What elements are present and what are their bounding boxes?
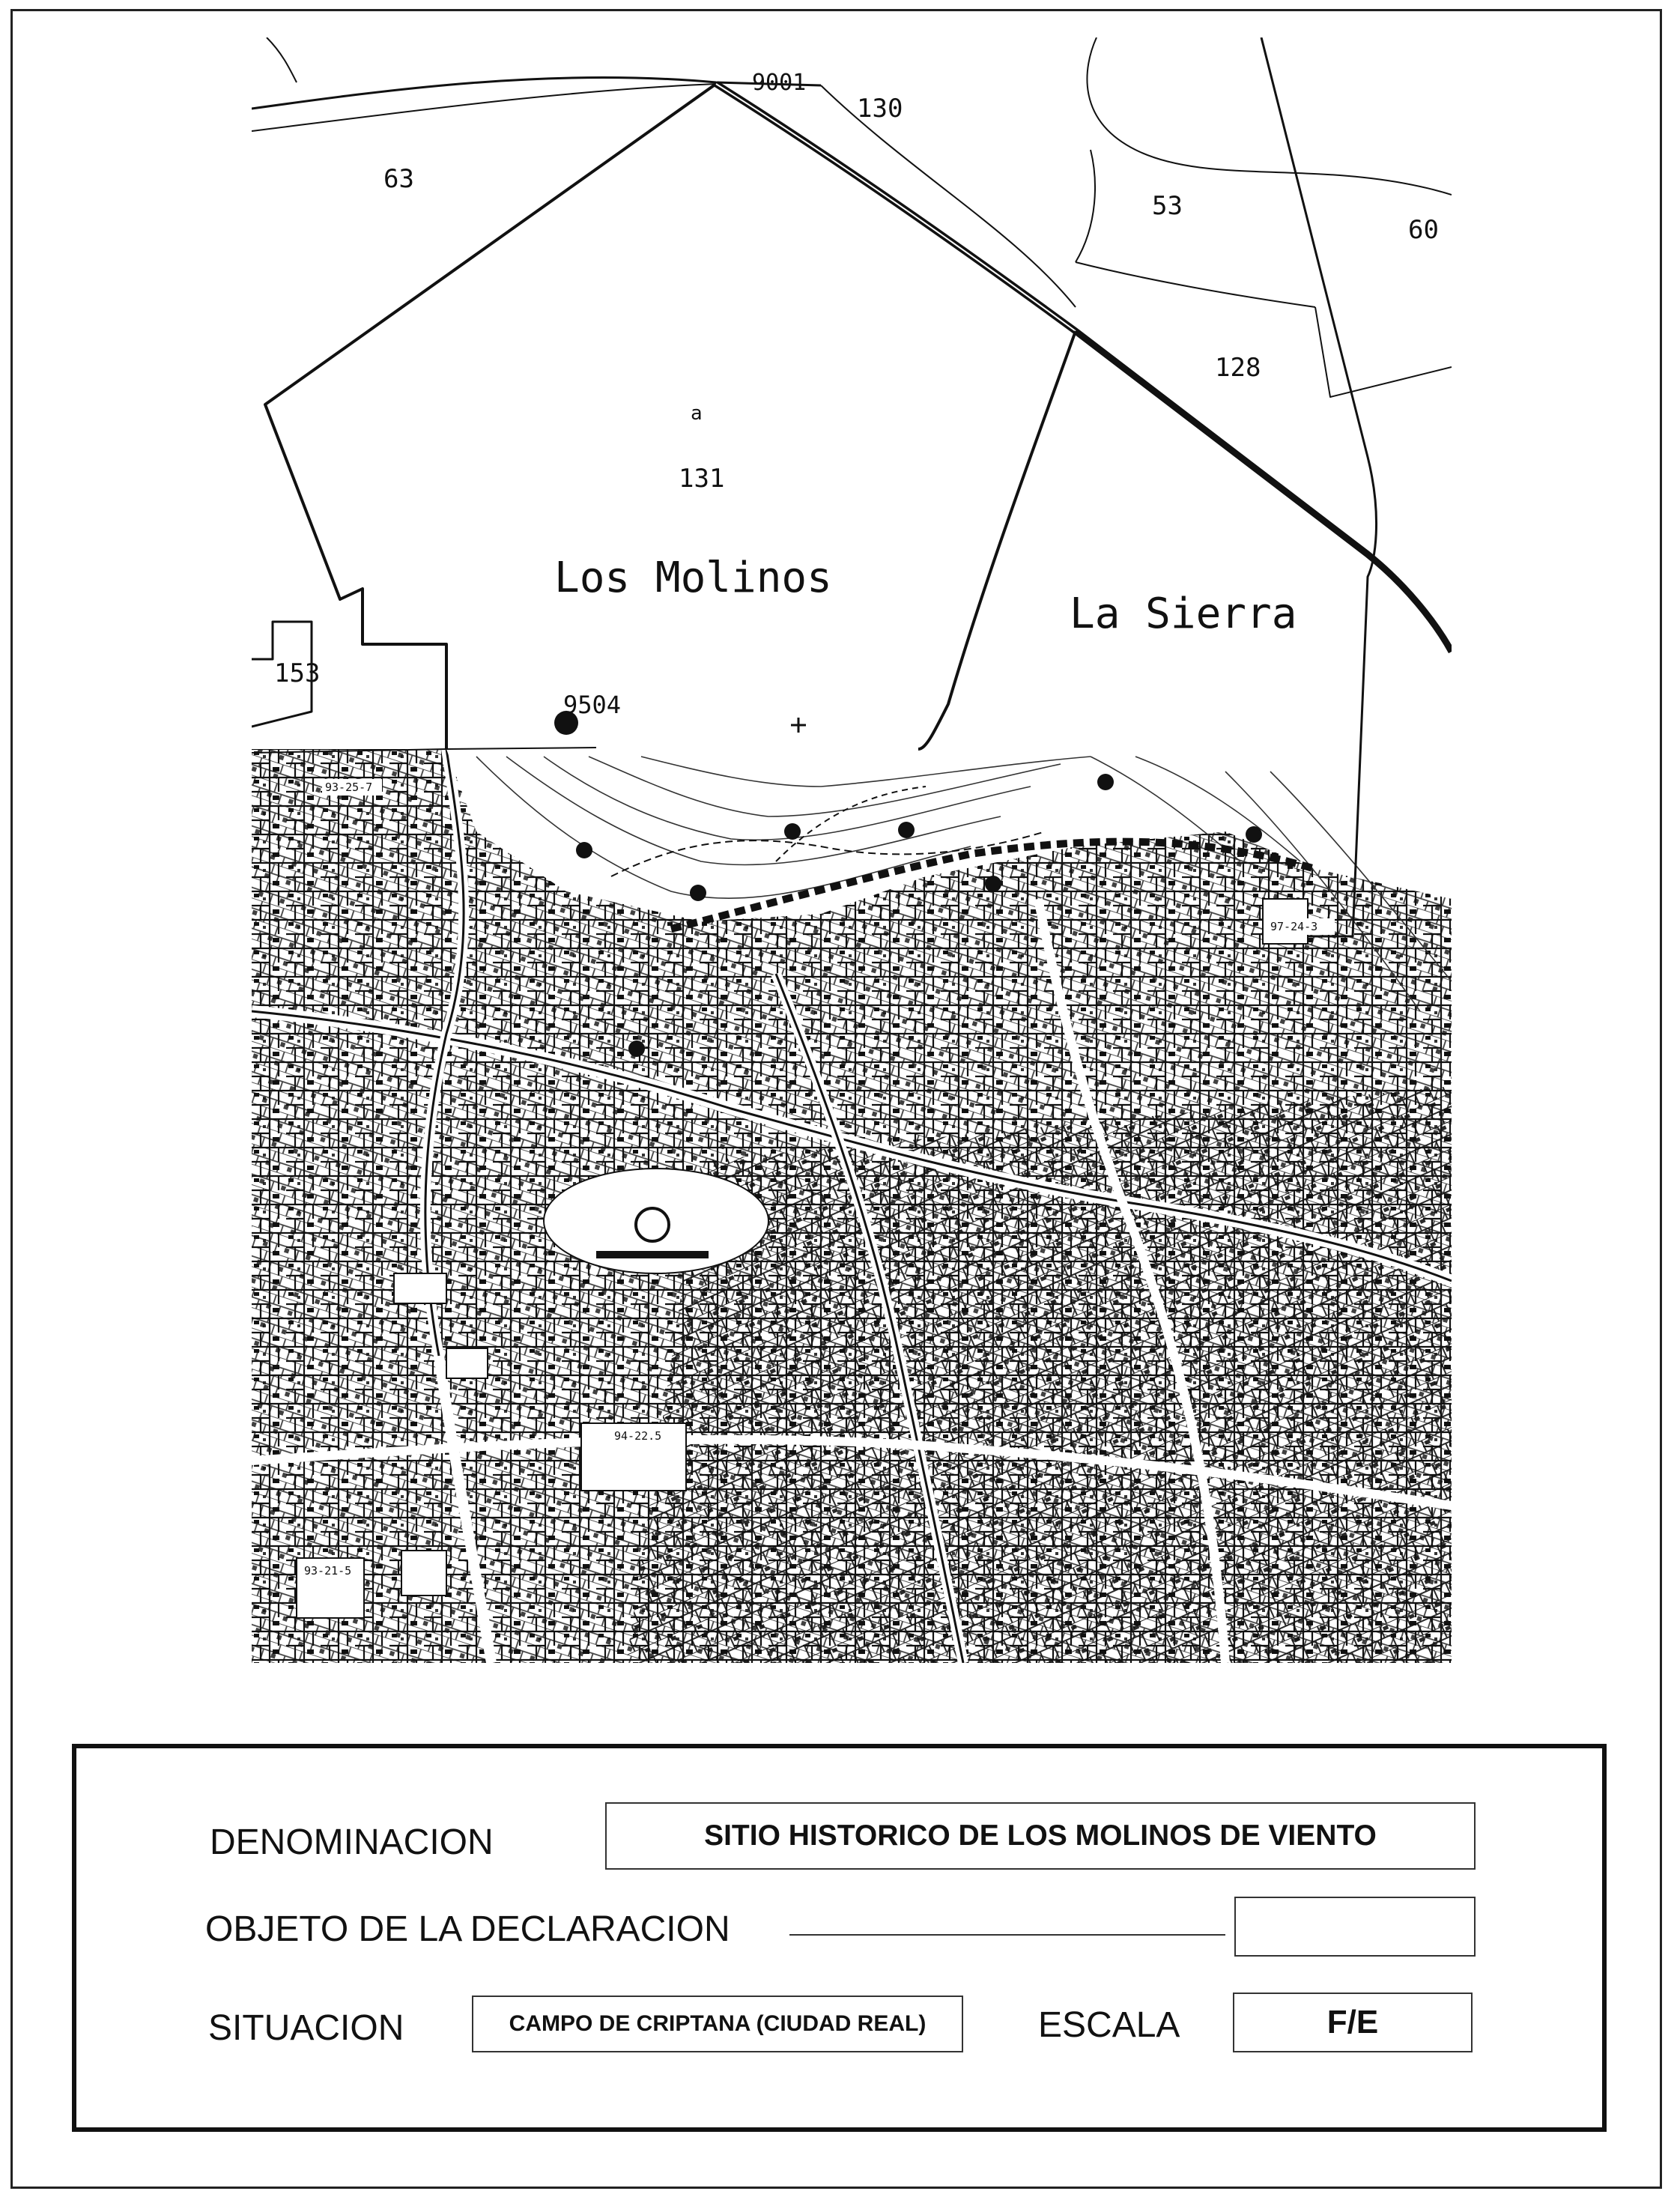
objeto-leader-line bbox=[789, 1934, 1225, 1936]
escala-value: F/E bbox=[1326, 2004, 1379, 2040]
objeto-label: OBJETO DE LA DECLARACION bbox=[205, 1909, 730, 1949]
map-svg bbox=[252, 37, 1452, 1663]
parcel-label-63: 63 bbox=[383, 164, 414, 194]
block-code-97-24-3: 97-24-3 bbox=[1270, 920, 1318, 933]
objeto-field bbox=[1234, 1897, 1476, 1957]
denominacion-field bbox=[605, 1802, 1476, 1870]
legend-panel bbox=[72, 1744, 1607, 2132]
place-name-los-molinos: Los Molinos bbox=[554, 554, 832, 602]
escala-label: ESCALA bbox=[1038, 2005, 1180, 2045]
denominacion-value: SITIO HISTORICO DE LOS MOLINOS DE VIENTO bbox=[704, 1819, 1377, 1852]
parcel-label-53: 53 bbox=[1152, 191, 1183, 221]
cadastral-map bbox=[252, 37, 1452, 1663]
parcel-label-128: 128 bbox=[1215, 353, 1261, 383]
block-code-94-22-5: 94-22.5 bbox=[614, 1429, 662, 1443]
block-code-93-21-5: 93-21-5 bbox=[304, 1564, 352, 1578]
situacion-value: CAMPO DE CRIPTANA (CIUDAD REAL) bbox=[509, 2011, 927, 2036]
place-name-la-sierra: La Sierra bbox=[1070, 590, 1297, 638]
block-code-93-25-7: 93-25-7 bbox=[325, 781, 373, 794]
point-code: 9504 bbox=[563, 691, 622, 719]
denominacion-label: DENOMINACION bbox=[210, 1822, 494, 1862]
parcel-sublabel: a bbox=[691, 402, 703, 425]
parcel-label-131: 131 bbox=[679, 464, 725, 494]
parcel-label-153: 153 bbox=[274, 658, 321, 688]
situacion-field bbox=[472, 1996, 963, 2052]
situacion-label: SITUACION bbox=[208, 2008, 404, 2048]
escala-field bbox=[1233, 1993, 1473, 2052]
parcel-label-60: 60 bbox=[1408, 215, 1439, 245]
parcel-label-130: 130 bbox=[857, 94, 903, 124]
road-code: 9001 bbox=[752, 70, 807, 96]
